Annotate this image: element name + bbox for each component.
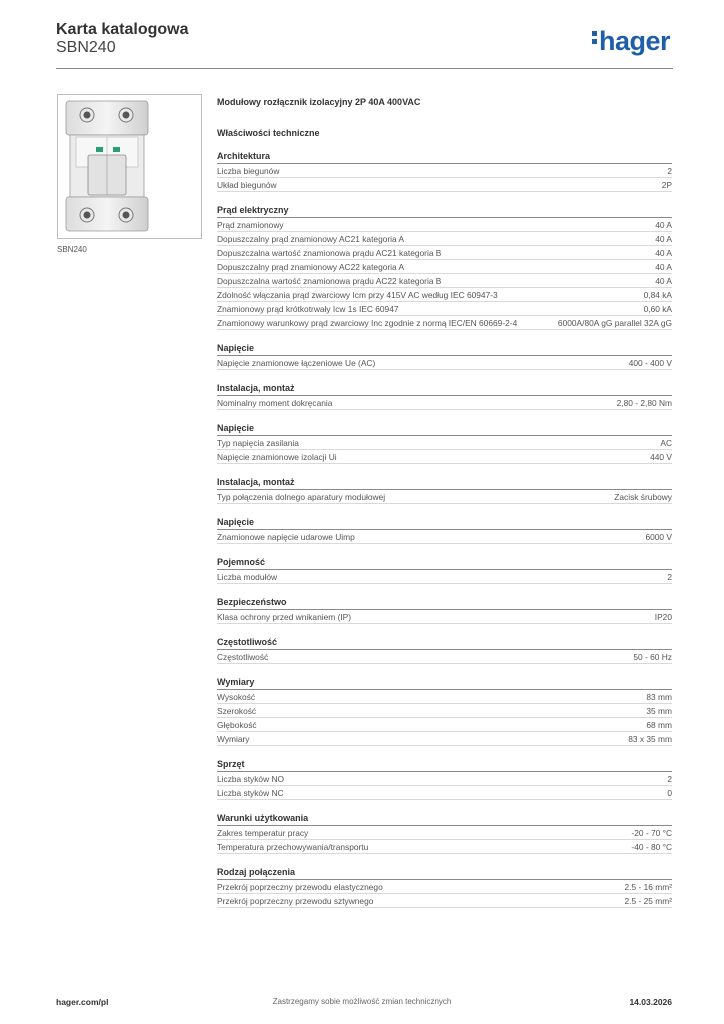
hager-logo: hager: [592, 28, 670, 55]
footer-date: 14.03.2026: [629, 997, 672, 1007]
spec-section: [217, 555, 672, 584]
spec-row: [217, 530, 672, 544]
spec-value: AC: [660, 438, 672, 448]
spec-section: [217, 341, 672, 370]
spec-value: 6000A/80A gG parallel 32A gG: [557, 318, 672, 328]
product-code: SBN240: [56, 39, 116, 56]
spec-label: Klasa ochrony przed wnikaniem (IP): [217, 612, 352, 622]
section-heading: Instalacja, montaż: [217, 475, 672, 490]
section-heading: Wymiary: [217, 675, 672, 690]
spec-value: 40 A: [655, 220, 672, 230]
spec-value: 2,80 - 2,80 Nm: [616, 398, 672, 408]
spec-row: [217, 450, 672, 464]
spec-value: 40 A: [655, 248, 672, 258]
spec-row: [217, 786, 672, 800]
spec-section: [217, 421, 672, 464]
spec-label: Nominalny moment dokręcania: [217, 398, 333, 408]
spec-row: [217, 246, 672, 260]
spec-row: [217, 880, 672, 894]
spec-value: 0,84 kA: [643, 290, 672, 300]
section-heading: Sprzęt: [217, 757, 672, 772]
spec-label: Dopuszczalny prąd znamionowy AC21 kategoria A: [217, 234, 405, 244]
spec-value: 440 V: [650, 452, 672, 462]
spec-row: [217, 356, 672, 370]
spec-section: [217, 149, 672, 192]
spec-label: Wysokość: [217, 692, 256, 702]
spec-value: 2: [667, 774, 672, 784]
section-heading: Napięcie: [217, 421, 672, 436]
spec-label: Szerokość: [217, 706, 257, 716]
spec-row: [217, 772, 672, 786]
spec-row: [217, 288, 672, 302]
spec-row: [217, 436, 672, 450]
spec-value: 40 A: [655, 234, 672, 244]
page-title: Karta katalogowa: [56, 21, 189, 38]
spec-value: 2.5 - 25 mm²: [624, 896, 672, 906]
spec-section: [217, 865, 672, 908]
spec-label: Znamionowy prąd krótkotrwały Icw 1s IEC 60947: [217, 304, 399, 314]
spec-sheet: [217, 96, 672, 919]
spec-section: [217, 811, 672, 854]
section-heading: Warunki użytkowania: [217, 811, 672, 826]
spec-row: [217, 732, 672, 746]
section-heading: Rodzaj połączenia: [217, 865, 672, 880]
spec-label: Przekrój poprzeczny przewodu elastycznego: [217, 882, 383, 892]
spec-label: Zakres temperatur pracy: [217, 828, 309, 838]
spec-value: 0: [667, 788, 672, 798]
spec-label: Przekrój poprzeczny przewodu sztywnego: [217, 896, 374, 906]
spec-row: [217, 260, 672, 274]
spec-row: [217, 274, 672, 288]
spec-value: 400 - 400 V: [628, 358, 672, 368]
spec-row: [217, 396, 672, 410]
spec-row: [217, 316, 672, 330]
spec-section: [217, 515, 672, 544]
spec-value: 50 - 60 Hz: [633, 652, 672, 662]
spec-value: Zacisk śrubowy: [614, 492, 672, 502]
spec-value: -40 - 80 °C: [631, 842, 672, 852]
spec-label: Napięcie znamionowe izolacji Ui: [217, 452, 337, 462]
section-heading: Napięcie: [217, 515, 672, 530]
spec-value: 0,60 kA: [643, 304, 672, 314]
spec-label: Liczba styków NO: [217, 774, 285, 784]
spec-row: [217, 840, 672, 854]
switch-disconnector-image: [58, 95, 201, 238]
header-divider: [56, 68, 673, 69]
spec-label: Prąd znamionowy: [217, 220, 284, 230]
logo-dots-icon: [592, 31, 597, 47]
spec-section: [217, 635, 672, 664]
spec-row: [217, 650, 672, 664]
section-heading: Architektura: [217, 149, 672, 164]
spec-section: [217, 203, 672, 330]
spec-row: [217, 718, 672, 732]
spec-row: [217, 894, 672, 908]
spec-value: 35 mm: [646, 706, 672, 716]
footer-website: hager.com/pl: [56, 997, 109, 1007]
spec-label: Dopuszczalna wartość znamionowa prądu AC22 kategoria B: [217, 276, 442, 286]
section-heading: Prąd elektryczny: [217, 203, 672, 218]
spec-value: 2P: [661, 180, 672, 190]
spec-label: Typ napięcia zasilania: [217, 438, 299, 448]
spec-value: 40 A: [655, 262, 672, 272]
spec-label: Częstotliwość: [217, 652, 269, 662]
spec-label: Układ biegunów: [217, 180, 277, 190]
section-heading: Bezpieczeństwo: [217, 595, 672, 610]
section-heading: Napięcie: [217, 341, 672, 356]
section-heading: Pojemność: [217, 555, 672, 570]
spec-label: Liczba styków NC: [217, 788, 284, 798]
image-caption: SBN240: [57, 245, 87, 254]
spec-label: Dopuszczalna wartość znamionowa prądu AC21 kategoria B: [217, 248, 442, 258]
spec-label: Dopuszczalny prąd znamionowy AC22 kategoria A: [217, 262, 405, 272]
spec-section: [217, 381, 672, 410]
spec-value: 2.5 - 16 mm²: [624, 882, 672, 892]
footer-notice: Zastrzegamy sobie możliwość zmian technicznych: [272, 997, 452, 1006]
spec-row: [217, 218, 672, 232]
spec-value: 83 mm: [646, 692, 672, 702]
spec-value: IP20: [654, 612, 672, 622]
spec-label: Typ połączenia dolnego aparatury modułowej: [217, 492, 386, 502]
spec-row: [217, 704, 672, 718]
spec-value: 83 x 35 mm: [628, 734, 672, 744]
spec-label: Znamionowe napięcie udarowe Uimp: [217, 532, 355, 542]
spec-label: Głębokość: [217, 720, 257, 730]
spec-section: [217, 757, 672, 800]
properties-heading: Właściwości techniczne: [217, 128, 320, 138]
section-heading: Częstotliwość: [217, 635, 672, 650]
spec-label: Liczba biegunów: [217, 166, 280, 176]
spec-row: [217, 232, 672, 246]
spec-label: Znamionowy warunkowy prąd zwarciowy Inc zgodnie z normą IEC/EN 60669-2-4: [217, 318, 518, 328]
spec-row: [217, 570, 672, 584]
spec-section: [217, 675, 672, 746]
spec-row: [217, 690, 672, 704]
product-name: Modułowy rozłącznik izolacyjny 2P 40A 400VAC: [217, 97, 421, 107]
spec-value: 6000 V: [645, 532, 672, 542]
spec-value: 2: [667, 572, 672, 582]
spec-value: 2: [667, 166, 672, 176]
spec-row: [217, 610, 672, 624]
spec-row: [217, 490, 672, 504]
spec-row: [217, 302, 672, 316]
spec-section: [217, 475, 672, 504]
spec-label: Liczba modułów: [217, 572, 278, 582]
spec-row: [217, 164, 672, 178]
spec-value: 68 mm: [646, 720, 672, 730]
spec-label: Napięcie znamionowe łączeniowe Ue (AC): [217, 358, 376, 368]
spec-label: Wymiary: [217, 734, 250, 744]
spec-row: [217, 178, 672, 192]
spec-value: 40 A: [655, 276, 672, 286]
spec-section: [217, 595, 672, 624]
spec-row: [217, 826, 672, 840]
spec-sections: [217, 149, 672, 908]
spec-label: Temperatura przechowywania/transportu: [217, 842, 369, 852]
spec-label: Zdolność włączania prąd zwarciowy Icm przy 415V AC według IEC 60947-3: [217, 290, 498, 300]
section-heading: Instalacja, montaż: [217, 381, 672, 396]
spec-value: -20 - 70 °C: [631, 828, 672, 838]
product-image: [57, 94, 202, 239]
